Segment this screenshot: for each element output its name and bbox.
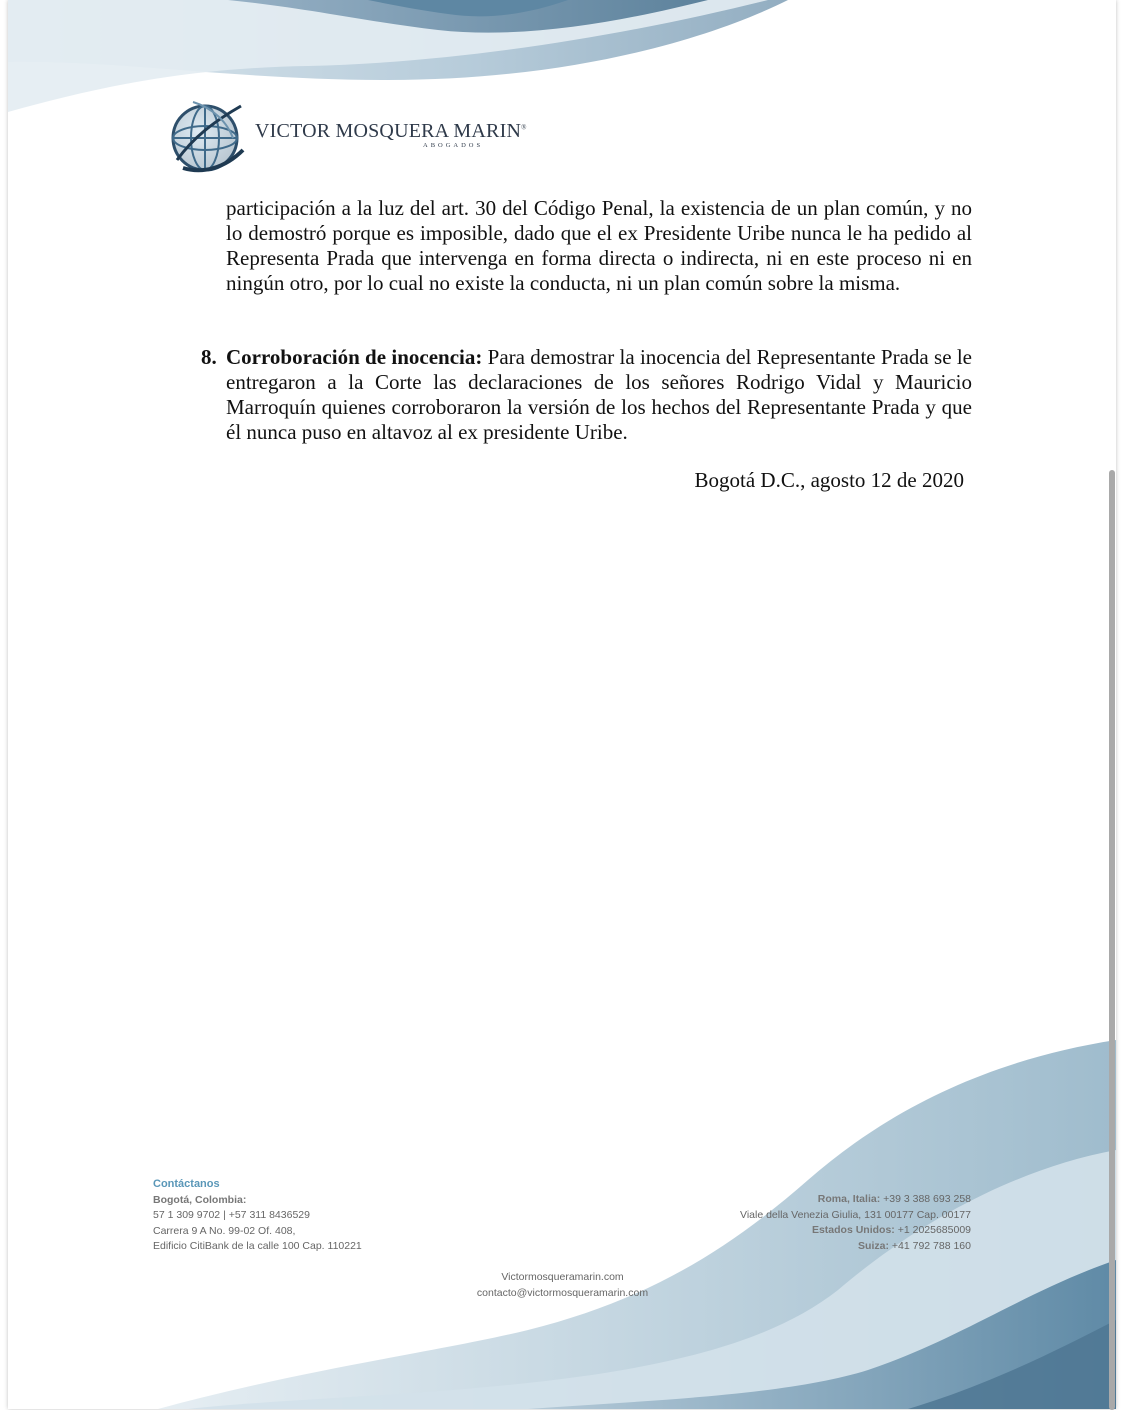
bogota-label: Bogotá, Colombia:: [153, 1193, 247, 1206]
footer-contact-right: [740, 1192, 971, 1254]
registered-mark: ®: [521, 123, 527, 132]
switzerland-label: Suiza:: [858, 1239, 889, 1252]
item-heading: Corroboración de inocencia:: [226, 345, 483, 369]
rome-phone: +39 3 388 693 258: [880, 1193, 971, 1205]
scrollbar-thumb[interactable]: [1109, 470, 1115, 1410]
contact-title: Contáctanos: [153, 1178, 220, 1190]
item-number: 8.: [201, 345, 217, 369]
bogota-address-line1: Carrera 9 A No. 99-02 Of. 408,: [153, 1224, 296, 1237]
item-paragraph: [226, 345, 972, 445]
footer-contact-left: [153, 1177, 362, 1255]
website-link[interactable]: Victormosqueramarin.com: [501, 1271, 624, 1283]
switzerland-phone: +41 792 788 160: [888, 1239, 971, 1252]
firm-subtitle: ABOGADOS: [423, 142, 484, 149]
globe-icon: [163, 98, 253, 178]
date-line: Bogotá D.C., agosto 12 de 2020: [694, 468, 964, 492]
firm-name: VICTOR MOSQUERA MARIN®: [255, 120, 527, 142]
bogota-address-line2: Edificio CitiBank de la calle 100 Cap. 110221: [153, 1240, 362, 1252]
rome-label: Roma, Italia:: [817, 1193, 881, 1205]
bogota-phones: 57 1 309 9702 | +57 311 8436529: [153, 1209, 310, 1221]
us-label: Estados Unidos:: [811, 1224, 895, 1236]
email-link[interactable]: contacto@victormosqueramarin.com: [476, 1286, 649, 1299]
firm-logo: [163, 98, 527, 178]
us-phone: +1 2025685009: [894, 1224, 971, 1236]
rome-address: Viale della Venezia Giulia, 131 00177 Cap. 00177: [740, 1208, 971, 1221]
item-text: Para demostrar la inocencia del Representante Prada se le entregaron a la Corte las declaraciones de los señores Rodrigo Vidal y Mauricio Marroquín quienes corroboraron la versión de los hechos del Representante Prada y que él nunca puso en altavoz al ex presidente Uribe.: [226, 345, 972, 444]
paragraph-continuation: participación a la luz del art. 30 del Código Penal, la existencia de un plan común, y no lo demostró porque es imposible, dado que el ex Presidente Uribe nunca le ha pedido al Representa Prada que intervenga en forma directa o indirecta, ni en este proceso ni en ningún otro, por lo cual no existe la conducta, ni un plan común sobre la misma.: [226, 196, 972, 295]
footer-web-contact: [0, 1270, 1125, 1301]
